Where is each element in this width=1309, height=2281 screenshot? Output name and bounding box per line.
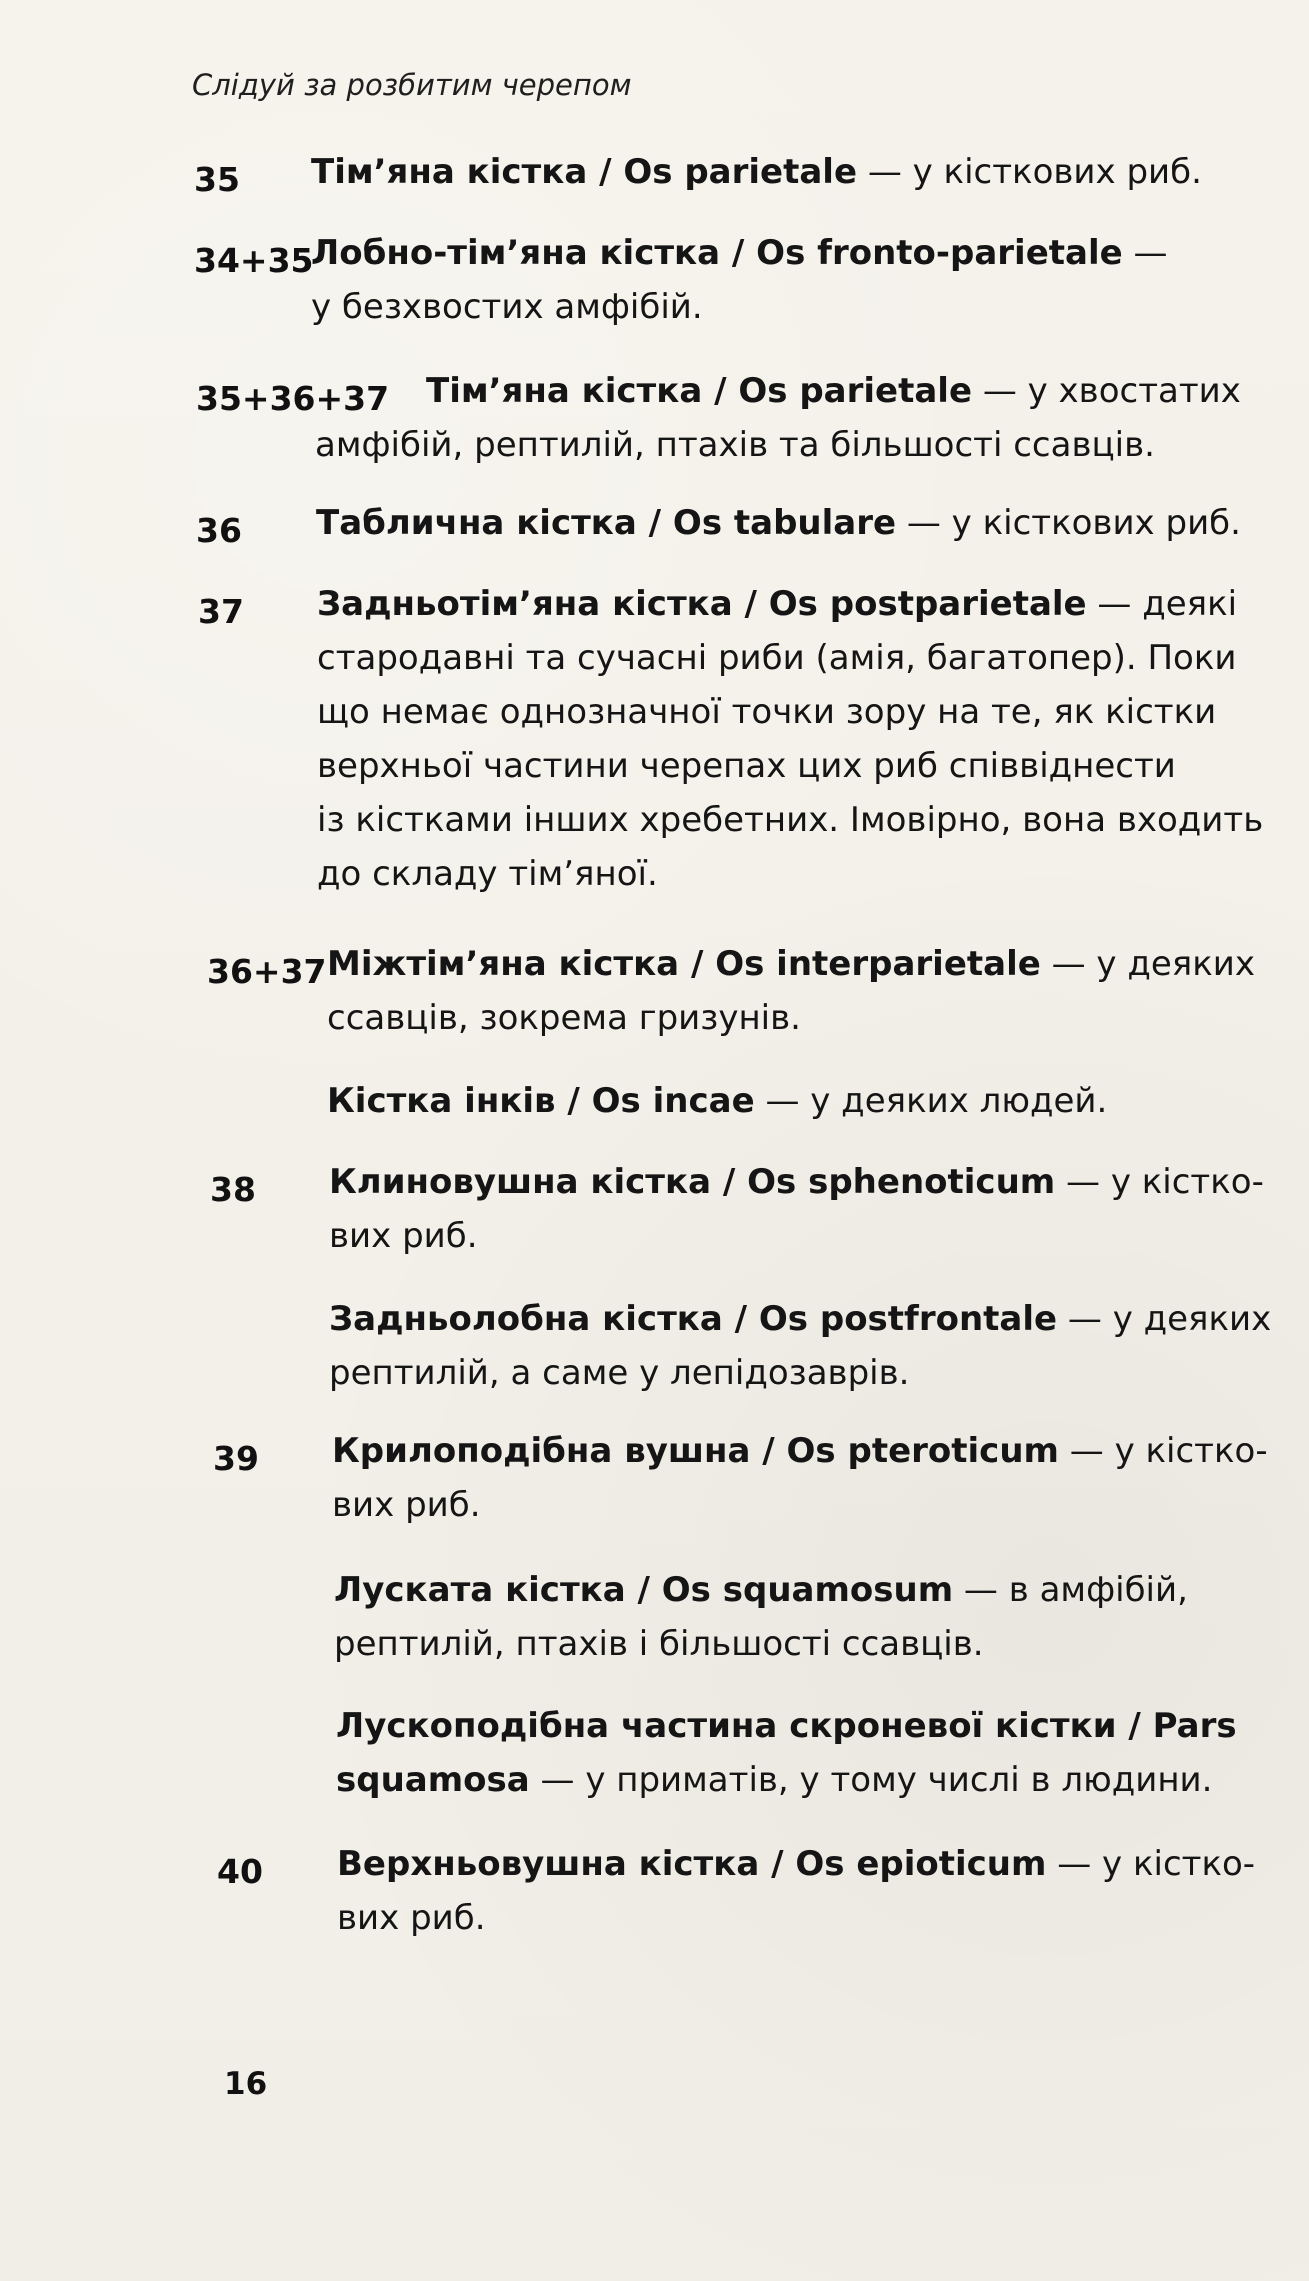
entry-os-squamosum [334,1563,1254,1671]
entry-line [334,1563,1254,1617]
entry-term: Задньотім’яна кістка / Os postparietale [317,584,1087,624]
entry-line [316,496,1241,550]
entry-term: Задньолобна кістка / Os postfrontale [329,1299,1058,1339]
entry-text: — у деяких [1040,944,1255,984]
entry-term: Кістка інків / Os incae [327,1081,755,1121]
entry-line [336,1753,1266,1807]
entry-text: — у приматів, у тому числі в людини. [529,1760,1213,1800]
entry-line: вих риб. [332,1485,481,1525]
entry-os-postfrontale [329,1292,1272,1400]
entry-39 [332,1424,1268,1532]
entry-term: Тім’яна кістка / Os parietale [426,371,973,411]
entry-line [426,364,1246,418]
page-number: 16 [224,2066,268,2102]
entry-number: 36 [196,511,242,550]
entry-line [336,1699,1266,1753]
entry-text: — у кісткових риб. [896,503,1241,543]
entry-36-37 [327,937,1255,1045]
entry-number: 39 [213,1439,259,1478]
entry-term: squamosa [336,1760,530,1800]
entry-35-36-37-line2 [315,418,1255,472]
entry-line [327,1074,1227,1128]
entry-line: верхньої частини черепах цих риб співвіднести [317,746,1176,786]
entry-pars-squamosa [336,1699,1266,1807]
entry-line: вих риб. [337,1898,486,1938]
entry-35-36-37 [426,364,1246,418]
entry-text: — у деяких [1057,1299,1272,1339]
entry-line [311,145,1211,199]
entry-text: — у кістко- [1046,1844,1256,1884]
entry-line: стародавні та сучасні риби (амія, багатопер). Поки [317,638,1237,678]
entry-text: — у кістко- [1055,1162,1264,1202]
entry-text: — у кістко- [1058,1431,1268,1471]
entry-line: ссавців, зокрема гризунів. [327,998,801,1038]
entry-line: рептилій, а саме у лепідозаврів. [329,1353,910,1393]
entry-line: що немає однозначної точки зору на те, як кістки [317,692,1217,732]
entry-number: 35 [194,160,240,199]
entry-text: — у деяких людей. [754,1081,1108,1121]
entry-line [329,1292,1272,1346]
entry-40 [337,1837,1267,1945]
entry-text: — в амфібій, [953,1570,1188,1610]
entry-os-incae [327,1074,1227,1128]
entry-text: — деякі [1086,584,1238,624]
entry-line [329,1155,1264,1209]
entry-text: — [1122,233,1168,273]
entry-line [327,937,1255,991]
entry-number: 40 [217,1852,263,1891]
entry-term: Лобно-тім’яна кістка / Os fronto-parietale [311,233,1123,273]
entry-line: амфібій, рептилій, птахів та більшості ссавців. [315,425,1155,465]
entry-line: із кістками інших хребетних. Імовірно, вона входить [317,800,1264,840]
entry-35 [311,145,1211,199]
entry-text: — у хвостатих [972,371,1241,411]
entry-term: Лускоподібна частина скроневої кістки / Pars [336,1706,1237,1746]
entry-line [332,1424,1268,1478]
entry-37 [317,577,1267,901]
entry-line: рептилій, птахів і більшості ссавців. [334,1624,984,1664]
entry-term: Верхньовушна кістка / Os epioticum [337,1844,1047,1884]
entry-line: вих риб. [329,1216,478,1256]
entry-line [337,1837,1267,1891]
entry-line [317,577,1267,631]
entry-term: Крилоподібна вушна / Os pteroticum [332,1431,1059,1471]
entry-line: до складу тім’яної. [317,854,658,894]
entry-number: 36+37 [207,952,327,991]
entry-number: 38 [210,1170,256,1209]
entry-36 [316,496,1241,550]
entry-term: Міжтім’яна кістка / Os interparietale [327,944,1041,984]
entry-34-35 [311,226,1231,334]
entry-term: Лускатa кістка / Os squamosum [334,1570,954,1610]
running-title: Слідуй за розбитим черепом [192,68,632,102]
entry-38 [329,1155,1264,1263]
entry-line: у безхвостих амфібій. [311,287,703,327]
entry-term: Таблична кістка / Os tabulare [316,503,897,543]
entry-number: 35+36+37 [196,379,390,418]
entry-line [311,226,1231,280]
entry-number: 34+35 [194,241,314,280]
entry-text: — у кісткових риб. [857,152,1202,192]
entry-number: 37 [198,592,244,631]
entry-term: Клиновушна кістка / Os sphenoticum [329,1162,1056,1202]
entry-term: Тім’яна кістка / Os parietale [311,152,858,192]
